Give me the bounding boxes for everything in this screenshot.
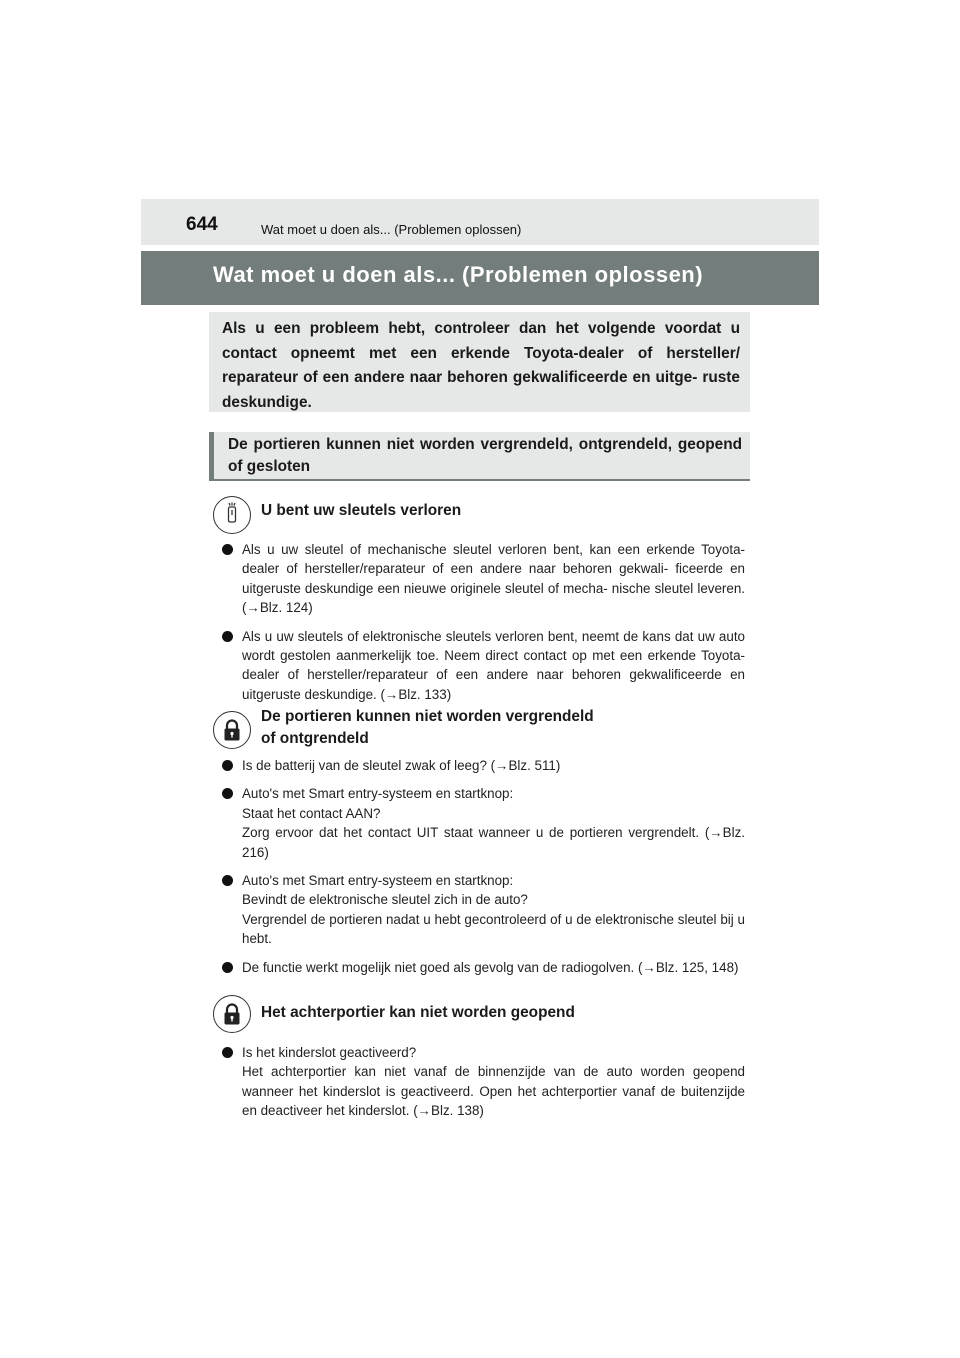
subsection-heading-doors-lock	[261, 706, 594, 750]
page-title: Wat moet u doen als... (Problemen oplossen)	[213, 262, 704, 287]
padlock-icon	[219, 1001, 245, 1027]
bullet-list-rear-door	[222, 1043, 745, 1130]
list-item	[222, 958, 745, 977]
door-lock-icon	[213, 711, 251, 749]
list-item	[222, 784, 745, 862]
heading-line: De portieren kunnen niet worden vergrendeld	[261, 708, 594, 725]
list-item	[222, 871, 745, 949]
list-item-line: Het achterportier kan niet vanaf de binnenzijde van de auto worden geopend wanneer het kinderslot is geactiveerd. Open het achterportier vanaf de buitenzijde en deactiveer het kinderslot. (→Blz. 138)	[242, 1064, 745, 1119]
intro-text: Als u een probleem hebt, controleer dan het volgende voordat u contact opneemt met een erkende Toyota-dealer of hersteller/ reparateur of een andere naar behoren gekwalificeerde en uitge- ruste deskundige.	[222, 320, 740, 411]
rear-door-lock-icon	[213, 995, 251, 1033]
list-item-line: Bevindt de elektronische sleutel zich in de auto?	[242, 892, 528, 908]
subsection-heading-keys-lost: U bent uw sleutels verloren	[261, 502, 462, 519]
bullet-list-keys-lost	[222, 540, 745, 713]
list-item-line: Vergrendel de portieren nadat u hebt gecontroleerd of u de elektronische sleutel bij u hebt.	[242, 911, 745, 947]
list-item: Als u uw sleutels of elektronische sleutels verloren bent, neemt de kans dat uw auto wordt gestolen aanmerkelijk toe. Neem direct contact op met een erkende Toyota-dealer of hersteller/reparateur of een andere naar behoren gekwalificeerde en uitgeruste deskundige. (→Blz. 133)	[222, 627, 745, 705]
list-item-line: Is het kinderslot geactiveerd?	[242, 1045, 417, 1060]
list-item: Als u uw sleutel of mechanische sleutel verloren bent, kan een erkende Toyota-dealer of hersteller/reparateur of een andere naar behoren gekwali- ficeerde en uitgeruste deskundige een nieuwe originele sleutel of mecha- nische sleutel leveren. (→Blz. 124)	[222, 540, 745, 618]
heading-line: of ontgrendeld	[261, 730, 369, 747]
page-number: 644	[186, 214, 218, 235]
list-item-line: Zorg ervoor dat het contact UIT staat wanneer u de portieren vergrendelt. (→Blz. 216)	[242, 825, 745, 860]
subsection-heading-rear-door: Het achterportier kan niet worden geopend	[261, 1004, 575, 1021]
list-item-line: Auto's met Smart entry-systeem en startknop:	[242, 786, 514, 802]
list-item-line: Is de batterij van de sleutel zwak of leeg? (→Blz. 511)	[242, 758, 561, 773]
list-item	[222, 1043, 745, 1121]
list-item	[222, 756, 745, 775]
list-item-line: De functie werkt mogelijk niet goed als gevolg van de radiogolven. (→Blz. 125, 148)	[242, 959, 739, 975]
keys-lost-icon	[213, 496, 251, 534]
section-header	[209, 432, 750, 481]
running-title: Wat moet u doen als... (Problemen oplossen)	[261, 222, 522, 237]
list-item-line: Staat het contact AAN?	[242, 805, 381, 821]
padlock-icon	[219, 717, 245, 743]
key-icon	[219, 502, 245, 528]
section-title: De portieren kunnen niet worden vergrendeld, ontgrendeld, geopend of gesloten	[228, 436, 742, 475]
intro-box	[209, 312, 750, 412]
list-item-line: Auto's met Smart entry-systeem en startknop:	[242, 873, 514, 889]
bullet-list-doors-lock	[222, 756, 745, 986]
